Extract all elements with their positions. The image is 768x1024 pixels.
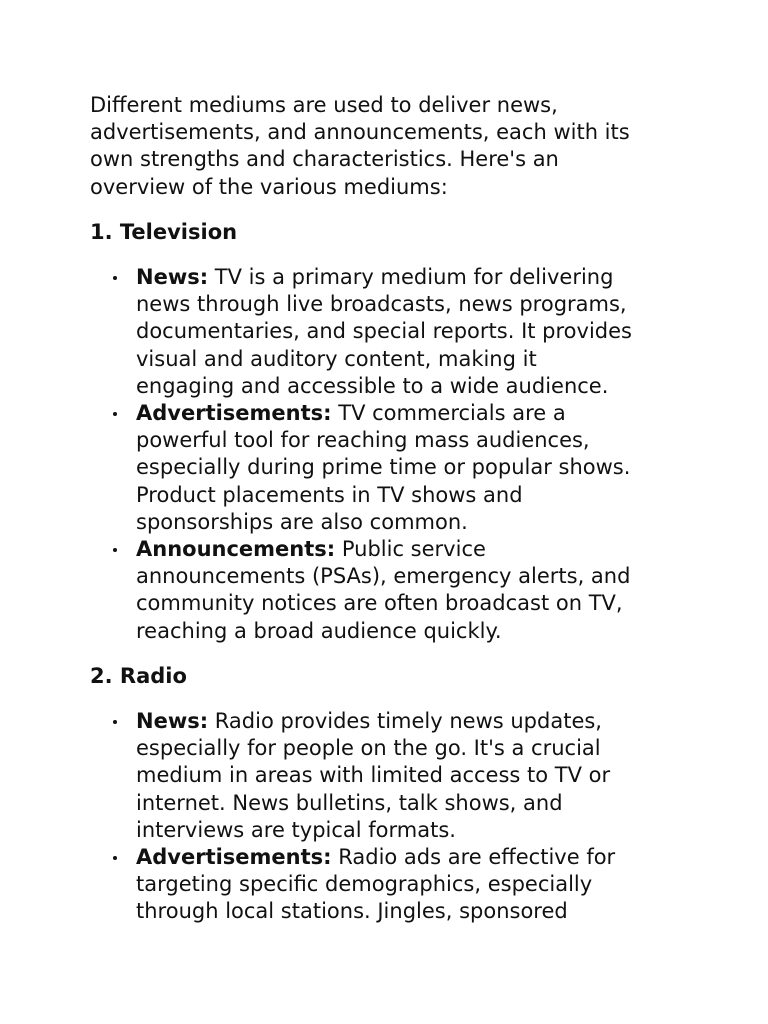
item-line: especially during prime time or popular shows. <box>136 455 631 480</box>
item-first-line <box>136 400 690 427</box>
item-line: community notices are often broadcast on TV, <box>136 591 623 616</box>
item-line: documentaries, and special reports. It provides <box>136 319 632 344</box>
item-line: visual and auditory content, making it <box>136 346 537 371</box>
item-line: targeting specific demographics, especially <box>136 872 593 897</box>
section-heading: 2. Radio <box>90 663 187 688</box>
item-text: TV commercials are a <box>331 401 566 426</box>
bullet-list <box>90 264 690 645</box>
item-first-line <box>136 844 690 871</box>
intro-line: overview of the various mediums: <box>90 174 448 199</box>
item-line: especially for people on the go. It's a crucial <box>136 736 601 761</box>
item-line: through local stations. Jingles, sponsored <box>136 899 568 924</box>
item-label: News: <box>136 709 209 734</box>
intro-paragraph <box>90 92 690 201</box>
item-first-line <box>136 708 690 735</box>
bullet-list <box>90 708 690 926</box>
item-first-line <box>136 536 690 563</box>
item-line: sponsorships are also common. <box>136 509 468 534</box>
item-line: engaging and accessible to a wide audience. <box>136 373 609 398</box>
bullet-icon <box>113 276 117 280</box>
section-radio <box>90 663 690 926</box>
item-line: announcements (PSAs), emergency alerts, and <box>136 564 631 589</box>
document-page <box>90 92 690 926</box>
item-label: Announcements: <box>136 537 336 562</box>
item-line: reaching a broad audience quickly. <box>136 618 502 643</box>
item-label: News: <box>136 265 209 290</box>
item-line: internet. News bulletins, talk shows, and <box>136 790 563 815</box>
item-text: TV is a primary medium for delivering <box>208 265 614 290</box>
list-item <box>90 400 690 536</box>
item-first-line <box>136 264 690 291</box>
item-line: news through live broadcasts, news programs, <box>136 292 627 317</box>
intro-line: own strengths and characteristics. Here's an <box>90 147 559 172</box>
item-line: Product placements in TV shows and <box>136 482 523 507</box>
bullet-icon <box>113 720 117 724</box>
section-heading: 1. Television <box>90 219 238 244</box>
intro-line: Different mediums are used to deliver news, <box>90 93 558 117</box>
item-text: Radio ads are effective for <box>331 845 616 870</box>
item-label: Advertisements: <box>136 845 332 870</box>
item-line: interviews are typical formats. <box>136 817 456 842</box>
item-text: Public service <box>335 537 486 562</box>
bullet-icon <box>113 548 117 552</box>
item-line: powerful tool for reaching mass audiences, <box>136 428 590 453</box>
list-item <box>90 708 690 844</box>
section-television <box>90 219 690 645</box>
list-item <box>90 264 690 400</box>
item-text: Radio provides timely news updates, <box>208 709 602 734</box>
bullet-icon <box>113 856 117 860</box>
bullet-icon <box>113 412 117 416</box>
item-label: Advertisements: <box>136 401 332 426</box>
intro-line: advertisements, and announcements, each with its <box>90 120 630 145</box>
list-item <box>90 536 690 645</box>
item-line: medium in areas with limited access to TV or <box>136 763 611 788</box>
list-item <box>90 844 690 926</box>
